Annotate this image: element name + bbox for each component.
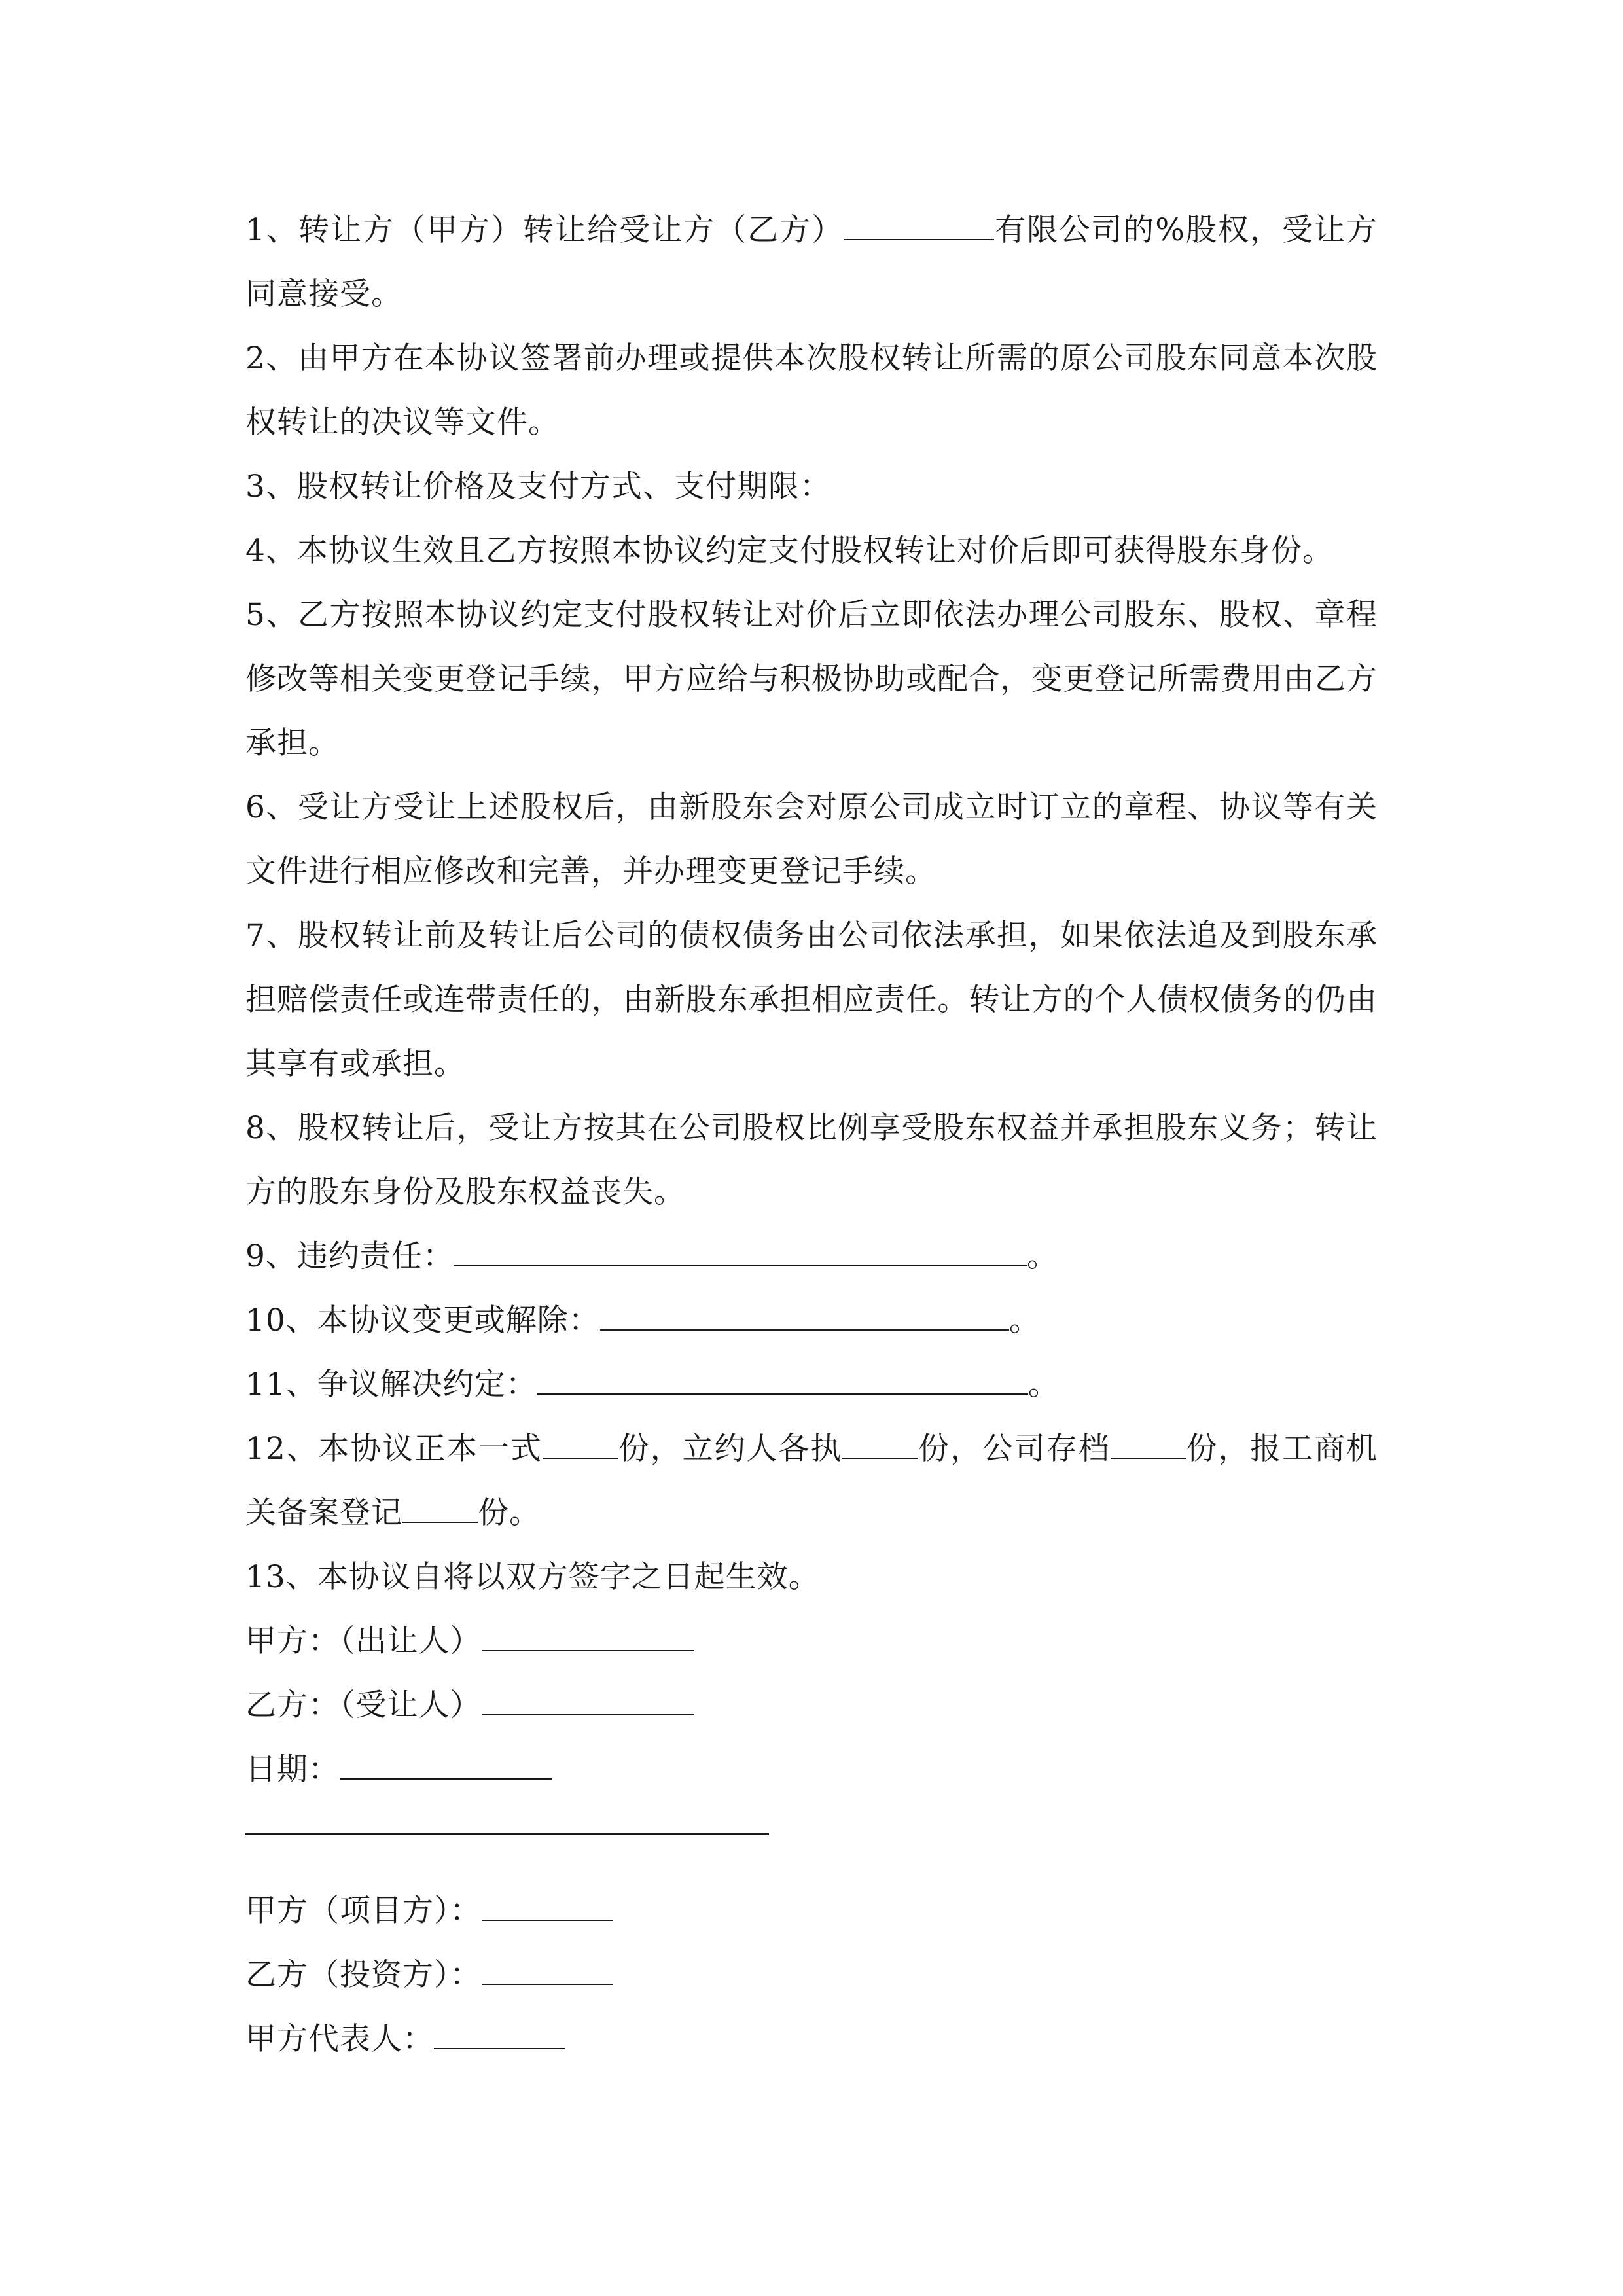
investor-party-line: 乙方（投资方）：: [245, 1943, 1378, 2007]
signature-party-a: 甲方：（出让人）: [245, 1609, 1378, 1674]
company-archive-blank: [1111, 1418, 1186, 1459]
clause-10: 10、本协议变更或解除： 。: [245, 1289, 1378, 1353]
representative-line: 甲方代表人：: [245, 2007, 1378, 2072]
representative-blank: [434, 2009, 565, 2049]
investor-party-blank: [482, 1945, 613, 1985]
clause-7: 7、股权转让前及转让后公司的债权债务由公司依法承担，如果依法追及到股东承担赔偿责任或连带责任的，由新股东承担相应责任。转让方的个人债权债务的仍由其享有或承担。: [245, 918, 1378, 1082]
registration-copies-blank: [402, 1482, 478, 1523]
company-name-blank: [844, 200, 994, 240]
project-party-line: 甲方（项目方）：: [245, 1879, 1378, 1943]
breach-liability-blank: [454, 1226, 1027, 1266]
dispute-resolution-blank: [537, 1354, 1028, 1395]
date-blank: [340, 1739, 552, 1780]
clause-4: 4、本协议生效且乙方按照本协议约定支付股权转让对价后即可获得股东身份。: [245, 533, 1334, 569]
clause-2: 2、由甲方在本协议签署前办理或提供本次股权转让所需的原公司股东同意本次股权转让的决议等文件。: [245, 340, 1378, 440]
original-copies-blank: [543, 1418, 618, 1459]
separator-line: [245, 1833, 769, 1835]
project-party-blank: [482, 1880, 613, 1921]
clause-8: 8、股权转让后，受让方按其在公司股权比例享受股东权益并承担股东义务；转让方的股东身份及股东权益丧失。: [245, 1110, 1378, 1210]
clause-9: 9、违约责任： 。: [245, 1225, 1378, 1289]
party-a-signature-blank: [482, 1611, 694, 1651]
clause-11: 11、争议解决约定： 。: [245, 1353, 1378, 1417]
party-copies-blank: [842, 1418, 918, 1459]
signature-date: 日期：: [245, 1738, 1378, 1802]
clause-1: 1、转让方（甲方）转让给受让方（乙方） 有限公司的%股权，受让方同意接受。: [245, 198, 1378, 327]
document-body: [245, 198, 1378, 2072]
clause-12: 12、本协议正本一式 份，立约人各执 份，公司存档 份，报工商机关备案登记 份。: [245, 1417, 1378, 1545]
clause-6: 6、受让方受让上述股权后，由新股东会对原公司成立时订立的章程、协议等有关文件进行相应修改和完善，并办理变更登记手续。: [245, 789, 1378, 889]
spacer: [245, 1866, 1378, 1879]
signature-party-b: 乙方：（受让人）: [245, 1674, 1378, 1738]
party-b-signature-blank: [482, 1675, 694, 1715]
amendment-blank: [600, 1290, 1009, 1331]
section-separator: [245, 1802, 1378, 1866]
clause-5: 5、乙方按照本协议约定支付股权转让对价后立即依法办理公司股东、股权、章程修改等相关变更登记手续，甲方应给与积极协助或配合，变更登记所需费用由乙方承担。: [245, 597, 1378, 761]
clause-13: 13、本协议自将以双方签字之日起生效。: [245, 1559, 820, 1595]
clause-3: 3、股权转让价格及支付方式、支付期限：: [245, 469, 831, 505]
